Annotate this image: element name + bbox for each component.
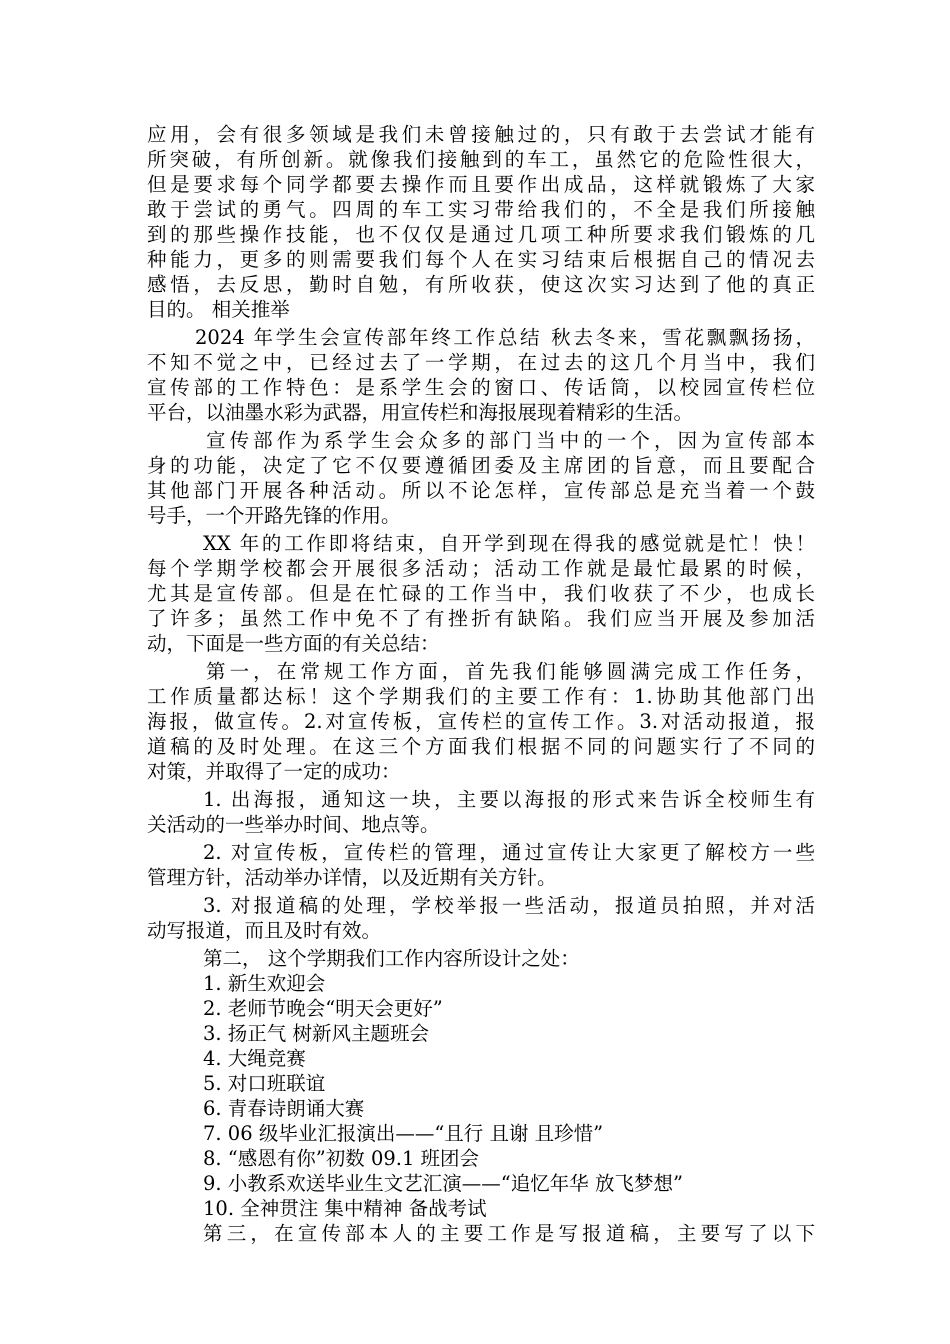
text-line: 海报，做宣传。2.对宣传板，宣传栏的宣传工作。3.对活动报道，报 bbox=[147, 710, 815, 733]
paragraph-start: 第三，在宣传部本人的主要工作是写报道稿，主要写了以下 bbox=[203, 1222, 815, 1245]
text-line: 管理方针，活动举办详情，以及近期有关方针。 bbox=[147, 866, 557, 889]
text-line: 宣传部的工作特色：是系学生会的窗口、传话筒，以校园宣传栏位 bbox=[147, 376, 815, 399]
article-title-line: 2024 年学生会宣传部年终工作总结 秋去冬来，雪花飘飘扬扬， bbox=[195, 326, 815, 349]
list-item-start: 1. 出海报，通知这一块，主要以海报的形式来告诉全校师生有 bbox=[203, 788, 815, 811]
text-line: 每个学期学校都会开展很多活动；活动工作就是最忙最累的时候， bbox=[147, 557, 815, 580]
text-line: 但是要求每个同学都要去操作而且要作出成品，这样就锻炼了大家 bbox=[147, 173, 815, 196]
text-line: 号手，一个开路先锋的作用。 bbox=[147, 504, 401, 527]
text-line: 其他部门开展各种活动。所以不论怎样，宣传部总是充当着一个鼓 bbox=[147, 479, 815, 502]
paragraph-start: 宣传部作为系学生会众多的部门当中的一个，因为宣传部本 bbox=[206, 429, 815, 452]
text-line: 种能力，更多的则需要我们每个人在实习结束后根据自己的情况去 bbox=[147, 248, 815, 271]
list-item: 9. 小教系欢送毕业生文艺汇演——“追忆年华 放飞梦想” bbox=[203, 1172, 683, 1195]
text-line: 动，下面是一些方面的有关总结： bbox=[147, 632, 440, 655]
text-line: 动写报道，而且及时有效。 bbox=[147, 919, 382, 942]
list-item-start: 2. 对宣传板，宣传栏的管理，通过宣传让大家更了解校方一些 bbox=[203, 841, 815, 864]
text-line: 所突破，有所创新。就像我们接触到的车工，虽然它的危险性很大， bbox=[147, 148, 815, 171]
text-line: 应用，会有很多领域是我们未曾接触过的，只有敢于去尝试才能有 bbox=[147, 123, 815, 146]
text-line: 平台，以油墨水彩为武器，用宣传栏和海报展现着精彩的生活。 bbox=[147, 401, 694, 424]
list-item: 10. 全神贯注 集中精神 备战考试 bbox=[203, 1197, 487, 1220]
list-item: 1. 新生欢迎会 bbox=[203, 972, 326, 995]
text-line: 道稿的及时处理。在这三个方面我们根据不同的问题实行了不同的 bbox=[147, 735, 815, 758]
text-line: 了许多；虽然工作中免不了有挫折有缺陷。我们应当开展及参加活 bbox=[147, 607, 815, 630]
text-line: 尤其是宣传部。但是在忙碌的工作当中，我们收获了不少，也成长 bbox=[147, 582, 815, 605]
text-line: 敢于尝试的勇气。四周的车工实习带给我们的，不全是我们所接触 bbox=[147, 198, 815, 221]
list-item: 8. “感恩有你”初数 09.1 班团会 bbox=[203, 1147, 480, 1170]
list-item-start: 3. 对报道稿的处理，学校举报一些活动，报道员拍照，并对活 bbox=[203, 894, 815, 917]
text-line: 对策，并取得了一定的成功： bbox=[147, 760, 401, 783]
list-item: 2. 老师节晚会“明天会更好” bbox=[203, 997, 443, 1020]
text-line: 感悟，去反思，勤时自勉，有所收获，使这次实习达到了他的真正 bbox=[147, 273, 815, 296]
paragraph-start: 第一，在常规工作方面，首先我们能够圆满完成工作任务， bbox=[206, 660, 815, 683]
list-item: 4. 大绳竞赛 bbox=[203, 1047, 306, 1070]
text-line: 不知不觉之中，已经过去了一学期，在过去的这几个月当中，我们 bbox=[147, 351, 815, 374]
list-item: 7. 06 级毕业汇报演出——“且行 且谢 且珍惜” bbox=[203, 1122, 604, 1145]
paragraph-start: XX 年的工作即将结束，自开学到现在得我的感觉就是忙！快！ bbox=[203, 532, 815, 555]
text-line: 关活动的一些举办时间、地点等。 bbox=[147, 813, 440, 836]
text-line: 工作质量都达标！这个学期我们的主要工作有：1.协助其他部门出 bbox=[147, 685, 815, 708]
text-line: 目的。 相关推举 bbox=[147, 298, 290, 321]
text-line: 到的那些操作技能，也不仅仅是通过几项工种所要求我们锻炼的几 bbox=[147, 223, 815, 246]
list-item: 5. 对口班联谊 bbox=[203, 1072, 326, 1095]
document-page bbox=[147, 122, 815, 1246]
list-item: 6. 青春诗朗诵大赛 bbox=[203, 1097, 365, 1120]
text-line: 身的功能，决定了它不仅要遵循团委及主席团的旨意，而且要配合 bbox=[147, 454, 815, 477]
list-item: 3. 扬正气 树新风主题班会 bbox=[203, 1022, 430, 1045]
section-heading: 第二， 这个学期我们工作内容所设计之处： bbox=[203, 947, 580, 970]
